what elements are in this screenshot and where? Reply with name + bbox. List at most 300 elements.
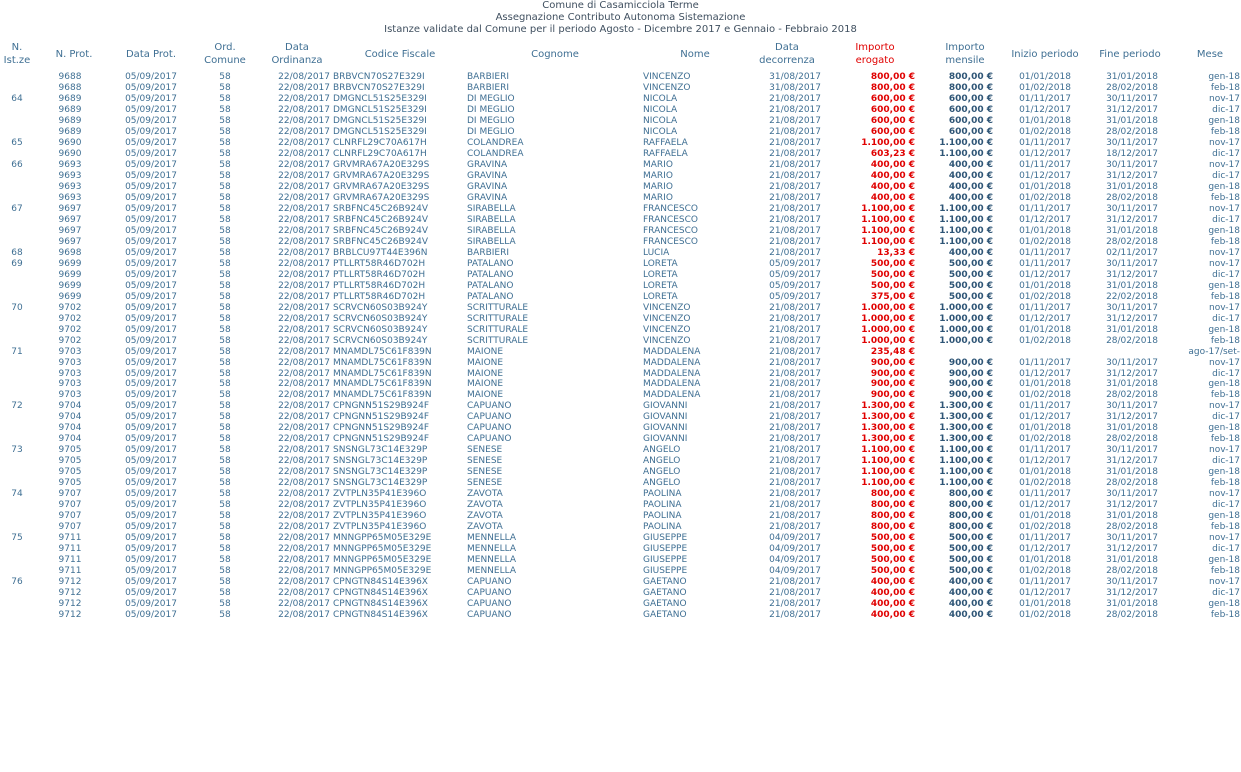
cell-data-ordinanza: 22/08/2017 bbox=[278, 192, 330, 203]
cell-data-ordinanza: 22/08/2017 bbox=[278, 610, 330, 620]
cell-importo-mensile: 400,00 € bbox=[948, 247, 993, 258]
cell-data-decorrenza: 21/08/2017 bbox=[769, 357, 821, 368]
cell-importo-mensile: 400,00 € bbox=[948, 192, 993, 203]
cell-mese: feb-18 bbox=[1210, 192, 1240, 203]
cell-fine-periodo: 31/01/2018 bbox=[1106, 511, 1158, 522]
cell-nome: GAETANO bbox=[643, 610, 687, 620]
cell-ord-comune: 58 bbox=[219, 566, 231, 577]
cell-data-ordinanza: 22/08/2017 bbox=[278, 511, 330, 522]
cell-mese: gen-18 bbox=[1208, 225, 1240, 236]
cell-codice-fiscale: BRBVCN70S27E329I bbox=[333, 72, 425, 82]
cell-ord-comune: 58 bbox=[219, 478, 231, 489]
cell-importo-mensile: 1.100,00 € bbox=[939, 445, 993, 456]
cell-nome: ANGELO bbox=[643, 445, 681, 456]
cell-data-prot: 05/09/2017 bbox=[125, 72, 177, 82]
cell-nome: PAOLINA bbox=[643, 500, 682, 511]
cell-nome: MARIO bbox=[643, 170, 673, 181]
cell-cognome: SIRABELLA bbox=[467, 225, 516, 236]
cell-data-prot: 05/09/2017 bbox=[125, 467, 177, 478]
cell-data-decorrenza: 21/08/2017 bbox=[769, 423, 821, 434]
cell-importo-mensile: 1.100,00 € bbox=[939, 478, 993, 489]
cell-importo-mensile: 500,00 € bbox=[948, 544, 993, 555]
cell-n-prot: 9702 bbox=[58, 302, 82, 313]
cell-data-decorrenza: 21/08/2017 bbox=[769, 467, 821, 478]
cell-data-prot: 05/09/2017 bbox=[125, 412, 177, 423]
cell-fine-periodo: 28/02/2018 bbox=[1106, 478, 1158, 489]
cell-fine-periodo: 31/01/2018 bbox=[1106, 72, 1158, 82]
cell-ord-comune: 58 bbox=[219, 401, 231, 412]
cell-ord-comune: 58 bbox=[219, 203, 231, 214]
cell-nome: PAOLINA bbox=[643, 489, 682, 500]
cell-n-prot: 9703 bbox=[58, 357, 82, 368]
cell-data-ordinanza: 22/08/2017 bbox=[278, 522, 330, 533]
cell-ord-comune: 58 bbox=[219, 500, 231, 511]
cell-data-decorrenza: 21/08/2017 bbox=[769, 236, 821, 247]
cell-importo-erogato: 900,00 € bbox=[870, 379, 915, 390]
table-row bbox=[0, 445, 1241, 455]
cell-inizio-periodo: 01/02/2018 bbox=[1019, 478, 1071, 489]
cell-nome: PAOLINA bbox=[643, 511, 682, 522]
cell-cognome: CAPUANO bbox=[467, 412, 512, 423]
cell-nome: MADDALENA bbox=[643, 379, 701, 390]
cell-fine-periodo: 30/11/2017 bbox=[1106, 577, 1158, 588]
cell-codice-fiscale: CPNGTN84S14E396X bbox=[333, 610, 428, 620]
cell-cognome: SCRITTURALE bbox=[467, 313, 529, 324]
header-data-ordinanza-line1: Data bbox=[285, 42, 309, 53]
cell-importo-erogato: 1.100,00 € bbox=[861, 214, 915, 225]
cell-ord-comune: 58 bbox=[219, 148, 231, 159]
cell-inizio-periodo: 01/02/2018 bbox=[1019, 291, 1071, 302]
cell-data-decorrenza: 21/08/2017 bbox=[769, 500, 821, 511]
cell-ord-comune: 58 bbox=[219, 610, 231, 620]
cell-ord-comune: 58 bbox=[219, 368, 231, 379]
cell-data-prot: 05/09/2017 bbox=[125, 126, 177, 137]
cell-importo-erogato: 400,00 € bbox=[870, 577, 915, 588]
cell-mese: feb-18 bbox=[1210, 566, 1240, 577]
cell-data-ordinanza: 22/08/2017 bbox=[278, 566, 330, 577]
cell-importo-mensile: 400,00 € bbox=[948, 599, 993, 609]
table-row bbox=[0, 182, 1241, 192]
cell-fine-periodo: 31/12/2017 bbox=[1106, 104, 1158, 115]
cell-data-ordinanza: 22/08/2017 bbox=[278, 280, 330, 291]
cell-mese: dic-17 bbox=[1212, 500, 1240, 511]
cell-cognome: ZAVOTA bbox=[467, 522, 503, 533]
cell-importo-erogato: 1.000,00 € bbox=[861, 302, 915, 313]
cell-data-ordinanza: 22/08/2017 bbox=[278, 379, 330, 390]
cell-data-prot: 05/09/2017 bbox=[125, 258, 177, 269]
cell-mese: nov-17 bbox=[1209, 302, 1240, 313]
cell-fine-periodo: 22/02/2018 bbox=[1106, 291, 1158, 302]
cell-ord-comune: 58 bbox=[219, 214, 231, 225]
cell-inizio-periodo: 01/11/2017 bbox=[1019, 445, 1071, 456]
cell-cognome: MENNELLA bbox=[467, 533, 516, 544]
cell-importo-erogato: 1.100,00 € bbox=[861, 467, 915, 478]
cell-importo-mensile: 900,00 € bbox=[948, 368, 993, 379]
cell-data-prot: 05/09/2017 bbox=[125, 434, 177, 445]
cell-inizio-periodo: 01/12/2017 bbox=[1019, 412, 1071, 423]
cell-data-prot: 05/09/2017 bbox=[125, 335, 177, 346]
cell-importo-erogato: 1.100,00 € bbox=[861, 137, 915, 148]
cell-data-ordinanza: 22/08/2017 bbox=[278, 258, 330, 269]
cell-mese: dic-17 bbox=[1212, 313, 1240, 324]
cell-codice-fiscale: CPNGNN51S29B924F bbox=[333, 412, 430, 423]
cell-data-decorrenza: 31/08/2017 bbox=[769, 72, 821, 82]
cell-codice-fiscale: DMGNCL51S25E329I bbox=[333, 94, 427, 104]
cell-data-decorrenza: 21/08/2017 bbox=[769, 522, 821, 533]
cell-fine-periodo: 28/02/2018 bbox=[1106, 83, 1158, 93]
cell-data-ordinanza: 22/08/2017 bbox=[278, 236, 330, 247]
cell-codice-fiscale: CPNGTN84S14E396X bbox=[333, 577, 428, 588]
cell-ord-comune: 58 bbox=[219, 269, 231, 280]
cell-ord-comune: 58 bbox=[219, 588, 231, 599]
cell-n-istanze: 76 bbox=[11, 577, 23, 588]
cell-cognome: CAPUANO bbox=[467, 577, 512, 588]
cell-ord-comune: 58 bbox=[219, 423, 231, 434]
cell-data-prot: 05/09/2017 bbox=[125, 148, 177, 159]
cell-cognome: GRAVINA bbox=[467, 181, 508, 192]
cell-fine-periodo: 30/11/2017 bbox=[1106, 302, 1158, 313]
cell-importo-erogato: 500,00 € bbox=[870, 258, 915, 269]
cell-cognome: GRAVINA bbox=[467, 159, 508, 170]
cell-nome: MADDALENA bbox=[643, 390, 701, 401]
header-importo-erogato-line1: Importo bbox=[855, 42, 895, 53]
table-row bbox=[0, 478, 1241, 488]
cell-data-decorrenza: 05/09/2017 bbox=[769, 291, 821, 302]
cell-data-prot: 05/09/2017 bbox=[125, 566, 177, 577]
cell-inizio-periodo: 01/11/2017 bbox=[1019, 203, 1071, 214]
cell-fine-periodo: 28/02/2018 bbox=[1106, 434, 1158, 445]
cell-nome: GIOVANNI bbox=[643, 423, 688, 434]
cell-codice-fiscale: CPNGNN51S29B924F bbox=[333, 434, 430, 445]
cell-data-decorrenza: 21/08/2017 bbox=[769, 170, 821, 181]
cell-mese: feb-18 bbox=[1210, 610, 1240, 620]
table-row bbox=[0, 149, 1241, 159]
cell-importo-mensile: 1.100,00 € bbox=[939, 456, 993, 467]
cell-nome: ANGELO bbox=[643, 478, 681, 489]
header-ord-comune-line2: Comune bbox=[204, 55, 246, 66]
cell-nome: MARIO bbox=[643, 192, 673, 203]
cell-importo-erogato: 400,00 € bbox=[870, 170, 915, 181]
cell-importo-erogato: 1.000,00 € bbox=[861, 313, 915, 324]
cell-fine-periodo: 31/12/2017 bbox=[1106, 412, 1158, 423]
cell-nome: GIOVANNI bbox=[643, 401, 688, 412]
cell-importo-erogato: 235,48 € bbox=[870, 346, 915, 357]
cell-data-prot: 05/09/2017 bbox=[125, 313, 177, 324]
cell-n-istanze: 65 bbox=[11, 137, 23, 148]
cell-importo-erogato: 603,23 € bbox=[870, 148, 915, 159]
cell-data-prot: 05/09/2017 bbox=[125, 423, 177, 434]
cell-inizio-periodo: 01/01/2018 bbox=[1019, 467, 1071, 478]
cell-cognome: PATALANO bbox=[467, 258, 514, 269]
cell-data-ordinanza: 22/08/2017 bbox=[278, 94, 330, 104]
cell-nome: RAFFAELA bbox=[643, 137, 688, 148]
cell-n-istanze: 74 bbox=[11, 489, 23, 500]
cell-mese: gen-18 bbox=[1208, 599, 1240, 609]
cell-importo-erogato: 600,00 € bbox=[870, 115, 915, 126]
cell-codice-fiscale: GRVMRA67A20E329S bbox=[333, 192, 430, 203]
cell-nome: LUCIA bbox=[643, 247, 670, 258]
cell-inizio-periodo: 01/01/2018 bbox=[1019, 324, 1071, 335]
cell-inizio-periodo: 01/01/2018 bbox=[1019, 379, 1071, 390]
table-row bbox=[0, 566, 1241, 576]
cell-n-istanze: 73 bbox=[11, 445, 23, 456]
cell-cognome: MAIONE bbox=[467, 357, 504, 368]
cell-cognome: CAPUANO bbox=[467, 401, 512, 412]
cell-nome: LORETA bbox=[643, 269, 678, 280]
cell-data-ordinanza: 22/08/2017 bbox=[278, 203, 330, 214]
cell-cognome: BARBIERI bbox=[467, 72, 510, 82]
cell-mese: feb-18 bbox=[1210, 434, 1240, 445]
cell-data-prot: 05/09/2017 bbox=[125, 214, 177, 225]
cell-n-prot: 9711 bbox=[58, 533, 82, 544]
cell-n-prot: 9690 bbox=[58, 148, 82, 159]
cell-data-ordinanza: 22/08/2017 bbox=[278, 555, 330, 566]
cell-fine-periodo: 30/11/2017 bbox=[1106, 203, 1158, 214]
cell-ord-comune: 58 bbox=[219, 324, 231, 335]
cell-data-ordinanza: 22/08/2017 bbox=[278, 500, 330, 511]
cell-data-prot: 05/09/2017 bbox=[125, 225, 177, 236]
cell-codice-fiscale: CPNGNN51S29B924F bbox=[333, 423, 430, 434]
cell-inizio-periodo: 01/11/2017 bbox=[1019, 489, 1071, 500]
table-row bbox=[0, 369, 1241, 379]
cell-data-prot: 05/09/2017 bbox=[125, 137, 177, 148]
cell-nome: VINCENZO bbox=[643, 324, 691, 335]
cell-nome: NICOLA bbox=[643, 126, 678, 137]
cell-n-prot: 9689 bbox=[58, 126, 82, 137]
cell-n-prot: 9703 bbox=[58, 390, 82, 401]
cell-importo-mensile: 800,00 € bbox=[948, 489, 993, 500]
cell-fine-periodo: 31/01/2018 bbox=[1106, 115, 1158, 126]
cell-n-prot: 9702 bbox=[58, 313, 82, 324]
cell-codice-fiscale: SNSNGL73C14E329P bbox=[333, 445, 428, 456]
table-row bbox=[0, 94, 1241, 104]
cell-n-prot: 9688 bbox=[58, 72, 82, 82]
cell-data-prot: 05/09/2017 bbox=[125, 247, 177, 258]
table-row bbox=[0, 325, 1241, 335]
table-row bbox=[0, 500, 1241, 510]
cell-inizio-periodo: 01/12/2017 bbox=[1019, 368, 1071, 379]
cell-nome: VINCENZO bbox=[643, 83, 691, 93]
cell-importo-erogato: 13,33 € bbox=[877, 247, 915, 258]
cell-cognome: SENESE bbox=[467, 456, 503, 467]
cell-ord-comune: 58 bbox=[219, 192, 231, 203]
cell-importo-erogato: 1.300,00 € bbox=[861, 434, 915, 445]
cell-n-prot: 9699 bbox=[58, 258, 82, 269]
document-title-line-1: Comune di Casamicciola Terme bbox=[542, 0, 699, 11]
cell-fine-periodo: 31/01/2018 bbox=[1106, 555, 1158, 566]
cell-inizio-periodo: 01/11/2017 bbox=[1019, 401, 1071, 412]
cell-importo-erogato: 900,00 € bbox=[870, 357, 915, 368]
cell-nome: ANGELO bbox=[643, 456, 681, 467]
cell-mese: dic-17 bbox=[1212, 588, 1240, 599]
cell-ord-comune: 58 bbox=[219, 412, 231, 423]
cell-inizio-periodo: 01/12/2017 bbox=[1019, 170, 1071, 181]
cell-data-decorrenza: 21/08/2017 bbox=[769, 313, 821, 324]
cell-cognome: CAPUANO bbox=[467, 599, 512, 609]
cell-n-prot: 9704 bbox=[58, 401, 82, 412]
cell-cognome: PATALANO bbox=[467, 269, 514, 280]
cell-data-decorrenza: 21/08/2017 bbox=[769, 214, 821, 225]
cell-importo-mensile: 1.100,00 € bbox=[939, 236, 993, 247]
cell-codice-fiscale: MNAMDL75C61F839N bbox=[333, 368, 432, 379]
cell-data-ordinanza: 22/08/2017 bbox=[278, 126, 330, 137]
cell-importo-erogato: 800,00 € bbox=[870, 72, 915, 82]
cell-mese: dic-17 bbox=[1212, 368, 1240, 379]
cell-importo-erogato: 400,00 € bbox=[870, 599, 915, 609]
document-title-line-2: Assegnazione Contributo Autonoma Sistemazione bbox=[495, 12, 746, 23]
cell-fine-periodo: 28/02/2018 bbox=[1106, 566, 1158, 577]
table-row bbox=[0, 522, 1241, 532]
cell-inizio-periodo: 01/01/2018 bbox=[1019, 115, 1071, 126]
cell-codice-fiscale: BRBLCU97T44E396N bbox=[333, 247, 428, 258]
cell-inizio-periodo: 01/02/2018 bbox=[1019, 434, 1071, 445]
cell-data-ordinanza: 22/08/2017 bbox=[278, 148, 330, 159]
cell-inizio-periodo: 01/12/2017 bbox=[1019, 588, 1071, 599]
cell-mese: nov-17 bbox=[1209, 94, 1240, 104]
table-row bbox=[0, 379, 1241, 389]
cell-n-istanze: 67 bbox=[11, 203, 23, 214]
cell-codice-fiscale: MNNGPP65M05E329E bbox=[333, 533, 432, 544]
cell-data-ordinanza: 22/08/2017 bbox=[278, 214, 330, 225]
cell-mese: dic-17 bbox=[1212, 412, 1240, 423]
table-row bbox=[0, 544, 1241, 554]
header-data-decorrenza-line2: decorrenza bbox=[759, 55, 815, 66]
cell-inizio-periodo: 01/02/2018 bbox=[1019, 192, 1071, 203]
cell-codice-fiscale: ZVTPLN35P41E396O bbox=[333, 489, 427, 500]
cell-codice-fiscale: SRBFNC45C26B924V bbox=[333, 236, 429, 247]
cell-fine-periodo: 31/12/2017 bbox=[1106, 313, 1158, 324]
cell-data-ordinanza: 22/08/2017 bbox=[278, 137, 330, 148]
cell-mese: nov-17 bbox=[1209, 445, 1240, 456]
cell-codice-fiscale: MNNGPP65M05E329E bbox=[333, 566, 432, 577]
cell-codice-fiscale: DMGNCL51S25E329I bbox=[333, 115, 427, 126]
cell-n-prot: 9711 bbox=[58, 555, 82, 566]
cell-nome: GIUSEPPE bbox=[643, 566, 688, 577]
cell-mese: nov-17 bbox=[1209, 577, 1240, 588]
cell-mese: nov-17 bbox=[1209, 533, 1240, 544]
cell-cognome: GRAVINA bbox=[467, 192, 508, 203]
cell-codice-fiscale: CPNGTN84S14E396X bbox=[333, 599, 428, 609]
cell-codice-fiscale: SCRVCN60S03B924Y bbox=[333, 335, 428, 346]
cell-data-ordinanza: 22/08/2017 bbox=[278, 489, 330, 500]
header-mese: Mese bbox=[1196, 49, 1224, 60]
cell-mese: feb-18 bbox=[1210, 335, 1240, 346]
cell-importo-erogato: 1.100,00 € bbox=[861, 236, 915, 247]
cell-importo-erogato: 400,00 € bbox=[870, 181, 915, 192]
cell-mese: dic-17 bbox=[1212, 269, 1240, 280]
cell-fine-periodo: 28/02/2018 bbox=[1106, 522, 1158, 533]
table-row bbox=[0, 193, 1241, 203]
cell-data-decorrenza: 21/08/2017 bbox=[769, 401, 821, 412]
cell-data-decorrenza: 31/08/2017 bbox=[769, 83, 821, 93]
cell-cognome: CAPUANO bbox=[467, 610, 512, 620]
table-row bbox=[0, 270, 1241, 280]
cell-ord-comune: 58 bbox=[219, 544, 231, 555]
cell-nome: MARIO bbox=[643, 181, 673, 192]
cell-n-prot: 9690 bbox=[58, 137, 82, 148]
cell-importo-mensile: 600,00 € bbox=[948, 94, 993, 104]
cell-inizio-periodo: 01/11/2017 bbox=[1019, 577, 1071, 588]
cell-importo-erogato: 1.300,00 € bbox=[861, 412, 915, 423]
table-row bbox=[0, 83, 1241, 93]
cell-ord-comune: 58 bbox=[219, 291, 231, 302]
cell-inizio-periodo: 01/12/2017 bbox=[1019, 500, 1071, 511]
cell-data-decorrenza: 21/08/2017 bbox=[769, 192, 821, 203]
cell-nome: GIUSEPPE bbox=[643, 544, 688, 555]
cell-cognome: MENNELLA bbox=[467, 566, 516, 577]
header-n-istanze-line1: N. bbox=[11, 42, 23, 53]
cell-codice-fiscale: SCRVCN60S03B924Y bbox=[333, 324, 428, 335]
cell-ord-comune: 58 bbox=[219, 456, 231, 467]
cell-data-prot: 05/09/2017 bbox=[125, 236, 177, 247]
cell-codice-fiscale: GRVMRA67A20E329S bbox=[333, 170, 430, 181]
cell-importo-mensile: 1.000,00 € bbox=[939, 302, 993, 313]
cell-mese: ago-17/set- bbox=[1188, 346, 1240, 357]
cell-importo-mensile: 800,00 € bbox=[948, 83, 993, 93]
cell-data-decorrenza: 21/08/2017 bbox=[769, 346, 821, 357]
cell-data-prot: 05/09/2017 bbox=[125, 544, 177, 555]
cell-cognome: MAIONE bbox=[467, 390, 504, 401]
cell-ord-comune: 58 bbox=[219, 159, 231, 170]
table-row bbox=[0, 489, 1241, 499]
cell-data-decorrenza: 21/08/2017 bbox=[769, 181, 821, 192]
cell-inizio-periodo: 01/02/2018 bbox=[1019, 610, 1071, 620]
cell-inizio-periodo: 01/12/2017 bbox=[1019, 313, 1071, 324]
cell-fine-periodo: 30/11/2017 bbox=[1106, 258, 1158, 269]
cell-importo-mensile: 1.100,00 € bbox=[939, 148, 993, 159]
cell-fine-periodo: 30/11/2017 bbox=[1106, 137, 1158, 148]
cell-codice-fiscale: DMGNCL51S25E329I bbox=[333, 126, 427, 137]
cell-n-prot: 9704 bbox=[58, 412, 82, 423]
cell-codice-fiscale: CLNRFL29C70A617H bbox=[333, 137, 427, 148]
cell-nome: VINCENZO bbox=[643, 335, 691, 346]
cell-data-decorrenza: 21/08/2017 bbox=[769, 577, 821, 588]
cell-data-prot: 05/09/2017 bbox=[125, 83, 177, 93]
cell-data-ordinanza: 22/08/2017 bbox=[278, 423, 330, 434]
cell-mese: dic-17 bbox=[1212, 104, 1240, 115]
cell-importo-erogato: 900,00 € bbox=[870, 390, 915, 401]
cell-n-istanze: 64 bbox=[11, 94, 23, 104]
table-row bbox=[0, 588, 1241, 598]
cell-cognome: SCRITTURALE bbox=[467, 302, 529, 313]
cell-data-prot: 05/09/2017 bbox=[125, 192, 177, 203]
cell-data-prot: 05/09/2017 bbox=[125, 291, 177, 302]
header-data-ordinanza-line2: Ordinanza bbox=[271, 55, 323, 66]
table-row bbox=[0, 434, 1241, 444]
cell-data-prot: 05/09/2017 bbox=[125, 533, 177, 544]
cell-fine-periodo: 28/02/2018 bbox=[1106, 192, 1158, 203]
cell-importo-mensile: 1.100,00 € bbox=[939, 203, 993, 214]
cell-data-decorrenza: 04/09/2017 bbox=[769, 566, 821, 577]
cell-data-ordinanza: 22/08/2017 bbox=[278, 390, 330, 401]
cell-codice-fiscale: SRBFNC45C26B924V bbox=[333, 214, 429, 225]
cell-data-decorrenza: 21/08/2017 bbox=[769, 137, 821, 148]
cell-mese: feb-18 bbox=[1210, 126, 1240, 137]
cell-importo-mensile: 1.000,00 € bbox=[939, 313, 993, 324]
cell-inizio-periodo: 01/01/2018 bbox=[1019, 181, 1071, 192]
header-importo-mensile-line1: Importo bbox=[945, 42, 985, 53]
cell-importo-erogato: 1.100,00 € bbox=[861, 478, 915, 489]
cell-fine-periodo: 30/11/2017 bbox=[1106, 489, 1158, 500]
cell-n-prot: 9693 bbox=[58, 181, 82, 192]
cell-data-decorrenza: 21/08/2017 bbox=[769, 94, 821, 104]
cell-fine-periodo: 31/12/2017 bbox=[1106, 500, 1158, 511]
cell-importo-mensile: 900,00 € bbox=[948, 357, 993, 368]
header-cognome: Cognome bbox=[531, 49, 579, 60]
cell-inizio-periodo: 01/11/2017 bbox=[1019, 357, 1071, 368]
cell-cognome: PATALANO bbox=[467, 280, 514, 291]
cell-cognome: COLANDREA bbox=[467, 137, 524, 148]
